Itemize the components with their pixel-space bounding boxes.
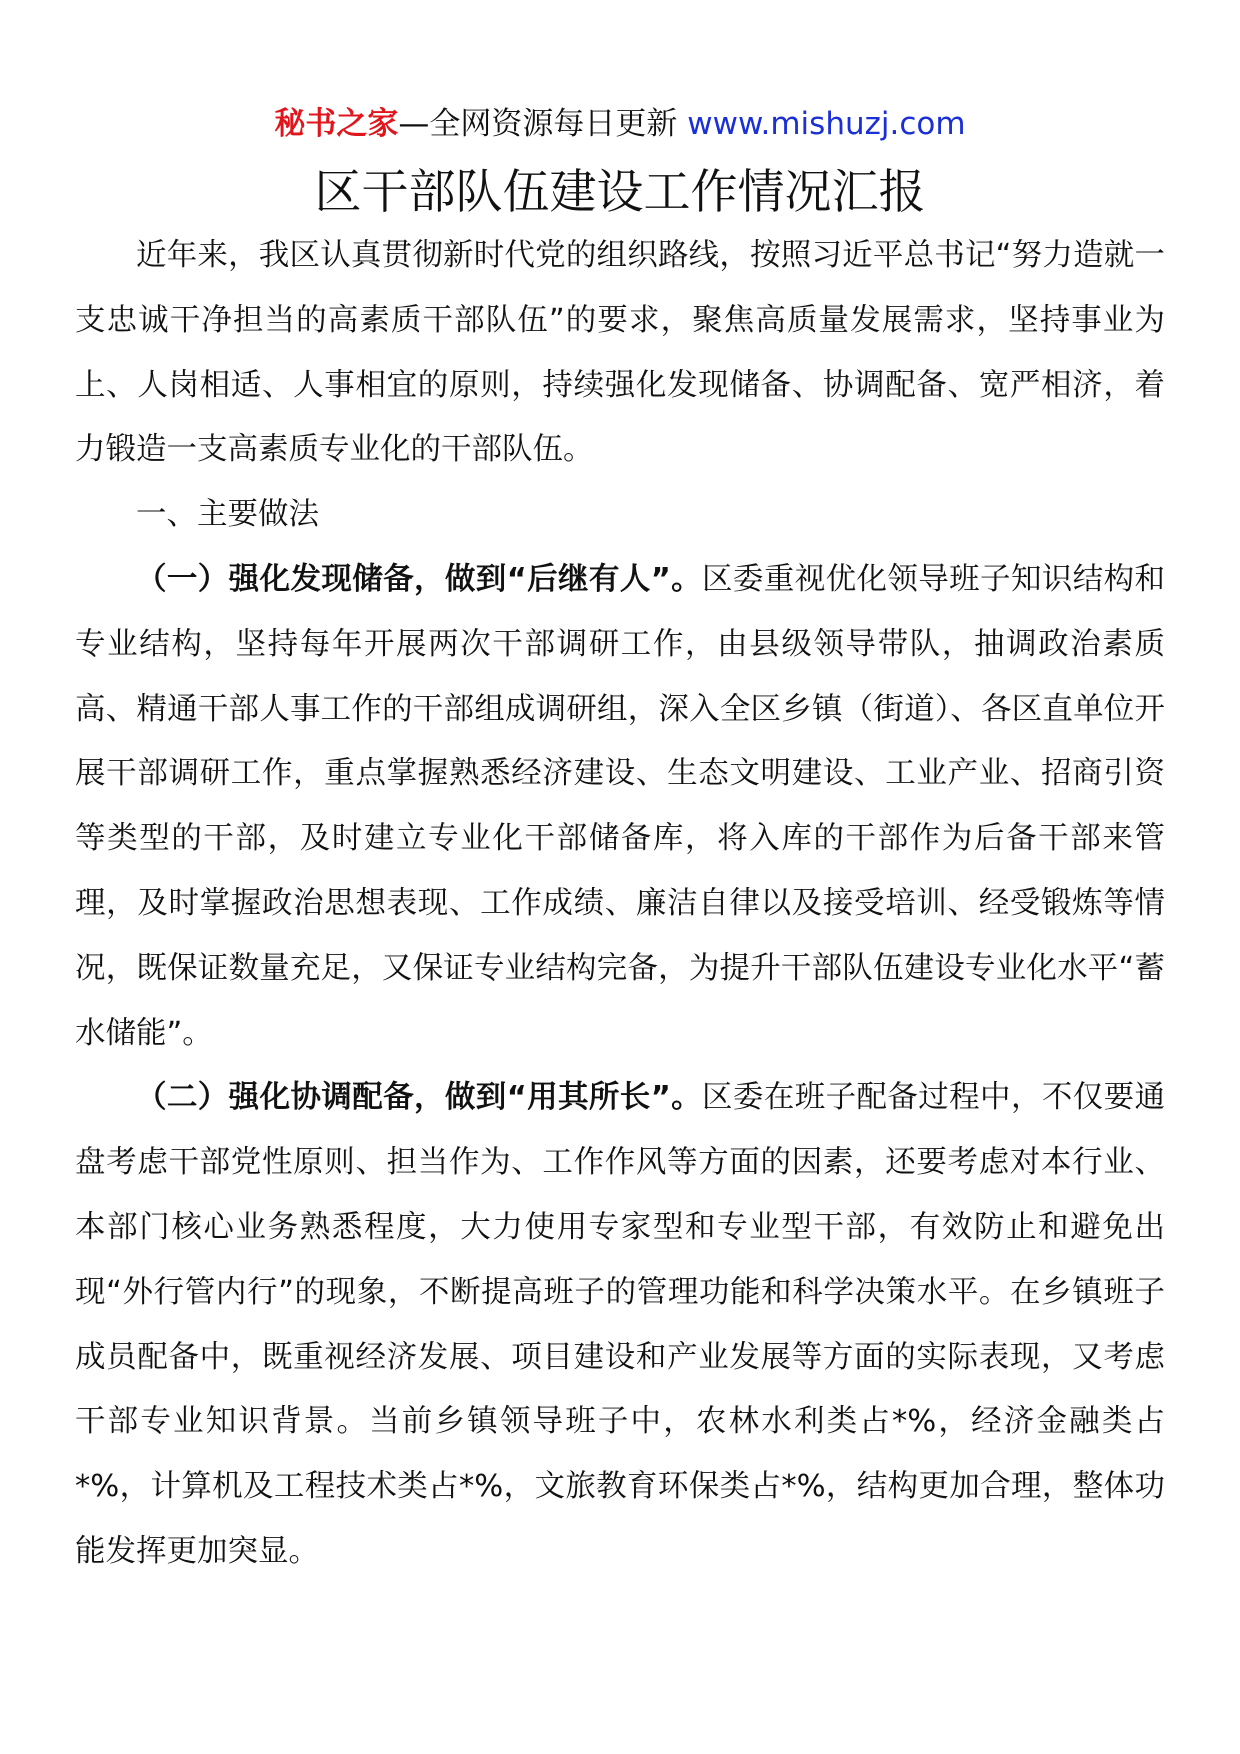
document-title: 区干部队伍建设工作情况汇报	[314, 165, 926, 220]
point-paragraph-2	[75, 1066, 1165, 1584]
point-1-text: 区委重视优化领导班子知识结构和专业结构，坚持每年开展两次干部调研工作，由县级领导带队，抽调政治素质高、精通干部人事工作的干部组成调研组，深入全区乡镇（街道）、各区直单位开展干部调研工作，重点掌握熟悉经济建设、生态文明建设、工业产业、招商引资等类型的干部，及时建立专业化干部储备库，将入库的干部作为后备干部来管理，及时掌握政治思想表现、工作成绩、廉洁自律以及接受培训、经受锻炼等情况，既保证数量充足，又保证专业结构完备，为提升干部队伍建设专业化水平“蓄水储能”。	[75, 561, 1166, 1051]
point-1-lead: （一）强化发现储备，做到“后继有人”。	[136, 561, 703, 597]
point-2-text: 区委在班子配备过程中，不仅要通盘考虑干部党性原则、担当作为、工作作风等方面的因素，还要考虑对本行业、本部门核心业务熟悉程度，大力使用专家型和专业型干部，有效防止和避免出现“外行管内行”的现象，不断提高班子的管理功能和科学决策水平。在乡镇班子成员配备中，既重视经济发展、项目建设和产业发展等方面的实际表现，又考虑干部专业知识背景。当前乡镇领导班子中，农林水利类占*%，经济金融类占*%，计算机及工程技术类占*%，文旅教育环保类占*%，结构更加合理，整体功能发挥更加突显。	[75, 1080, 1166, 1569]
point-2-lead: （二）强化协调配备，做到“用其所长”。	[136, 1080, 703, 1116]
intro-paragraph: 近年来，我区认真贯彻新时代党的组织路线，按照习近平总书记“努力造就一支忠诚干净担当的高素质干部队伍”的要求，聚焦高质量发展需求，坚持事业为上、人岗相适、人事相宜的原则，持续强化发现储备、协调配备、宽严相济，着力锻造一支高素质专业化的干部队伍。	[75, 238, 1165, 468]
point-paragraph-1	[75, 548, 1165, 1066]
brand-name: 秘书之家	[274, 106, 399, 142]
site-url-link[interactable]: www.mishuzj.com	[687, 106, 966, 142]
document-body	[75, 224, 1165, 1585]
site-header	[0, 96, 1240, 152]
header-tagline: —全网资源每日更新	[398, 106, 688, 142]
section-heading: 一、主要做法	[136, 497, 319, 533]
